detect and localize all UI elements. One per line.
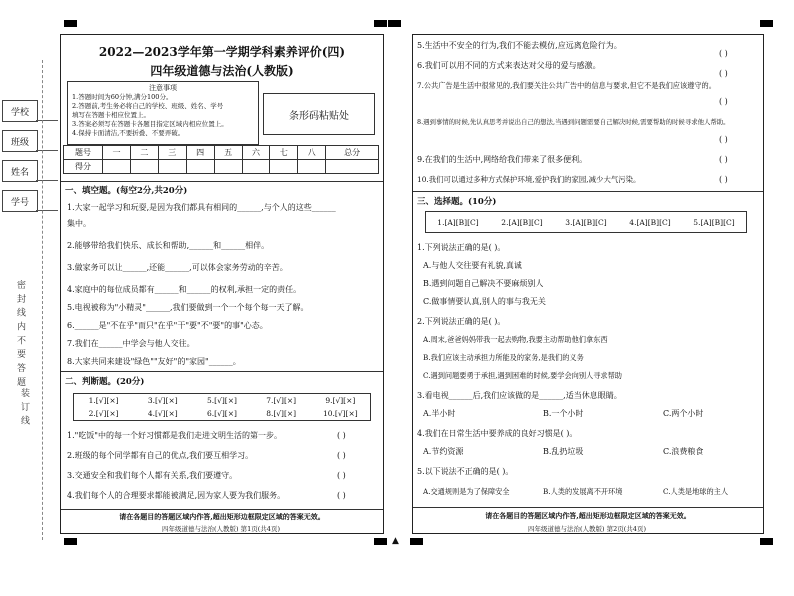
score-row-label: 得分 xyxy=(64,160,103,174)
divider xyxy=(61,181,383,182)
notice-line: 2.答题前,考生务必将自己的学校、班级、姓名、学号 xyxy=(72,102,224,110)
score-header: 一 xyxy=(103,146,131,160)
answer-paren[interactable]: ( ) xyxy=(719,97,728,106)
choice-question: 4.我们在日常生活中要养成的良好习惯是( )。 xyxy=(417,429,578,438)
score-header: 三 xyxy=(158,146,186,160)
judge-question: 3.交通安全和我们每个人都有关系,我们要遵守。 xyxy=(67,471,238,480)
fill-question: 1.大家一起学习和玩耍,是因为我们都具有相同的______,与个人的这些______ xyxy=(67,203,336,212)
section-choice-heading: 三、选择题。(10分) xyxy=(417,197,497,207)
score-cell[interactable] xyxy=(103,160,131,174)
registration-mark xyxy=(374,20,387,27)
name-label: 姓名 xyxy=(2,160,38,182)
registration-mark xyxy=(64,538,77,545)
registration-mark xyxy=(388,20,401,27)
choice-option: C.浪费粮食 xyxy=(663,447,704,456)
judge-question: 10.我们可以通过多种方式保护环境,爱护我们的家园,减少大气污染。 xyxy=(417,175,641,184)
divider xyxy=(61,509,383,510)
choice-answer-option[interactable]: 3.[A][B][C] xyxy=(565,217,607,227)
section-judge-heading: 二、判断题。(20分) xyxy=(65,377,145,387)
choice-option: C.做事情要认真,别人的事与我无关 xyxy=(423,297,546,306)
answer-paren[interactable]: ( ) xyxy=(719,155,728,164)
score-cell[interactable] xyxy=(326,160,379,174)
divider xyxy=(61,371,383,372)
registration-mark xyxy=(760,20,773,27)
judge-question: 7.公共广告是生活中很常见的,我们要关注公共广告中的信息与要求,但它不是我们应该遵守的。 xyxy=(417,81,716,90)
divider xyxy=(413,191,763,192)
binding-dashed-line xyxy=(42,60,43,540)
class-field[interactable] xyxy=(36,150,58,151)
school-field[interactable] xyxy=(36,120,58,121)
footer-warning: 请在各题目的答题区域内作答,超出矩形边框限定区域的答案无效。 xyxy=(119,512,325,521)
page-number: 四年级道德与法治(人教版) 第1页(共4页) xyxy=(162,525,280,533)
binding-line-text: 装 订 线 xyxy=(19,388,29,426)
choice-option: B.一个小时 xyxy=(543,409,584,418)
answer-paren[interactable]: ( ) xyxy=(719,49,728,58)
score-cell[interactable] xyxy=(298,160,326,174)
score-header: 七 xyxy=(270,146,298,160)
fill-question: 4.家庭中的每位成员都有______和______的权利,承担一定的责任。 xyxy=(67,285,302,294)
answer-paren[interactable]: ( ) xyxy=(719,135,728,144)
answer-paren[interactable]: ( ) xyxy=(337,491,346,500)
choice-option: C.两个小时 xyxy=(663,409,704,418)
answer-sheet-page-1 xyxy=(60,34,384,534)
student-id-label: 学号 xyxy=(2,190,38,212)
judge-question: 9.在我们的生活中,网络给我们带来了很多便利。 xyxy=(417,155,588,164)
score-cell[interactable] xyxy=(242,160,270,174)
judge-question: 5.生活中不安全的行为,我们不能去模仿,应远离危险行为。 xyxy=(417,41,622,50)
triangle-mark-icon: ▲ xyxy=(392,536,399,546)
judge-question: 6.我们可以用不同的方式来表达对父母的爱与感激。 xyxy=(417,61,601,70)
choice-option: A.周末,爸爸妈妈带我一起去购物,我要主动帮助他们拿东西 xyxy=(423,335,608,344)
answer-sheet-page-2 xyxy=(412,34,764,534)
judge-answer-option[interactable]: 2.[√][×] xyxy=(88,409,119,418)
notice-line: 1.答题时间为60分钟,满分100分。 xyxy=(72,93,173,101)
judge-answer-box xyxy=(73,393,371,421)
seal-line-text: 密 封 线 内 不 要 答 题 xyxy=(15,280,25,388)
registration-mark xyxy=(760,538,773,545)
judge-answer-option[interactable]: 1.[√][×] xyxy=(88,396,119,405)
judge-answer-option[interactable]: 4.[√][×] xyxy=(147,409,178,418)
score-header: 六 xyxy=(242,146,270,160)
fill-question: 8.大家共同来建设"绿色""友好"的"家园"______。 xyxy=(67,357,241,366)
choice-question: 5.以下说法不正确的是( )。 xyxy=(417,467,514,476)
choice-option: A.与他人交往要有礼貌,真诚 xyxy=(423,261,522,270)
judge-question: 8.遇到事情的时候,先认真思考并说出自己的想法,当遇到问题需要自己解决时候,需要帮助的时候寻求他人帮助。 xyxy=(417,118,730,126)
choice-option: A.交通规则是为了保障安全 xyxy=(423,487,510,496)
choice-answer-option[interactable]: 2.[A][B][C] xyxy=(501,217,543,227)
score-cell[interactable] xyxy=(186,160,214,174)
school-label: 学校 xyxy=(2,100,38,122)
choice-answer-option[interactable]: 1.[A][B][C] xyxy=(437,217,479,227)
answer-paren[interactable]: ( ) xyxy=(719,175,728,184)
choice-option: B.人类的发展离不开环境 xyxy=(543,487,623,496)
choice-question: 1.下列说法正确的是( )。 xyxy=(417,243,506,252)
fill-question: 集中。 xyxy=(67,219,91,228)
notice-line: 3.答案必须写在答题卡各题目指定区域内相应位置上。 xyxy=(72,120,228,128)
judge-answer-option[interactable]: 8.[√][×] xyxy=(266,409,297,418)
fill-question: 5.电视被称为"小精灵"______,我们要做到一个一个每个每一天了解。 xyxy=(67,303,309,312)
judge-answer-option[interactable]: 6.[√][×] xyxy=(207,409,237,418)
class-label: 班级 xyxy=(2,130,38,152)
score-header: 四 xyxy=(186,146,214,160)
judge-answer-option[interactable]: 9.[√][×] xyxy=(325,396,356,405)
answer-paren[interactable]: ( ) xyxy=(337,431,346,440)
registration-mark xyxy=(410,538,423,545)
score-header: 总分 xyxy=(326,146,379,160)
judge-question: 2.班级的每个同学都有自己的优点,我们要互相学习。 xyxy=(67,451,254,460)
name-field[interactable] xyxy=(36,180,58,181)
section-fill-heading: 一、填空题。(每空2分,共20分) xyxy=(65,186,188,196)
notice-line: 4.保持卡面清洁,不要折叠、不要弄破。 xyxy=(72,129,185,137)
choice-answer-option[interactable]: 4.[A][B][C] xyxy=(629,217,671,227)
judge-answer-option[interactable]: 10.[√][×] xyxy=(322,409,358,418)
choice-option: B.我们应该主动承担力所能及的家务,是我们的义务 xyxy=(423,353,584,362)
exam-title: 2022—2023学年第一学期学科素养评价(四) xyxy=(98,45,346,59)
barcode-area: 条形码粘贴处 xyxy=(263,93,375,135)
score-header: 八 xyxy=(298,146,326,160)
exam-subtitle: 四年级道德与法治(人教版) xyxy=(150,64,294,78)
score-cell[interactable] xyxy=(158,160,186,174)
choice-option: B.遇到问题自己解决不要麻烦别人 xyxy=(423,279,544,288)
score-cell[interactable] xyxy=(270,160,298,174)
choice-answer-option[interactable]: 5.[A][B][C] xyxy=(693,217,735,227)
judge-answer-option[interactable]: 7.[√][×] xyxy=(266,396,297,405)
choice-question: 3.看电视______后,我们应该做的是______,适当休息眼睛。 xyxy=(417,391,622,400)
fill-question: 7.我们在______中学会与他人交往。 xyxy=(67,339,195,348)
answer-paren[interactable]: ( ) xyxy=(337,471,346,480)
student-id-field[interactable] xyxy=(36,210,58,211)
page-number: 四年级道德与法治(人教版) 第2页(共4页) xyxy=(528,525,646,533)
fill-question: 3.做家务可以让______,还能______,可以体会家务劳动的辛苦。 xyxy=(67,263,288,272)
score-header: 二 xyxy=(130,146,158,160)
choice-option: A.节约资源 xyxy=(423,447,464,456)
choice-option: A.半小时 xyxy=(423,409,456,418)
notice-box xyxy=(67,81,259,145)
answer-paren[interactable]: ( ) xyxy=(719,69,728,78)
registration-mark xyxy=(374,538,387,545)
answer-paren[interactable]: ( ) xyxy=(337,451,346,460)
score-cell[interactable] xyxy=(130,160,158,174)
choice-answer-box xyxy=(425,211,747,233)
choice-option: C.遇到问题要勇于承担,遇到困难的时候,要学会向别人寻求帮助 xyxy=(423,371,622,380)
score-table xyxy=(63,145,379,174)
footer-warning: 请在各题目的答题区域内作答,超出矩形边框限定区域的答案无效。 xyxy=(485,511,691,520)
judge-question: 4.我们每个人的合理要求都能被满足,因为家人要为我们服务。 xyxy=(67,491,286,500)
score-header: 五 xyxy=(214,146,242,160)
notice-line: 填写在答题卡相应位置上。 xyxy=(72,111,150,119)
judge-question: 1."吃饭"中的每一个好习惯都是我们走进文明生活的第一步。 xyxy=(67,431,282,440)
score-header: 题号 xyxy=(64,146,103,160)
fill-question: 2.能够带给我们快乐、成长和帮助,______和______相伴。 xyxy=(67,241,270,250)
choice-option: B.乱扔垃圾 xyxy=(543,447,584,456)
divider xyxy=(413,507,763,508)
choice-option: C.人类是地球的主人 xyxy=(663,487,729,496)
score-cell[interactable] xyxy=(214,160,242,174)
judge-answer-option[interactable]: 5.[√][×] xyxy=(207,396,237,405)
fill-question: 6.______是"不在乎"而只"在乎"干"要"不"要"的事"心态。 xyxy=(67,321,268,330)
choice-question: 2.下列说法正确的是( )。 xyxy=(417,317,506,326)
judge-answer-option[interactable]: 3.[√][×] xyxy=(147,396,178,405)
registration-mark xyxy=(64,20,77,27)
notice-title: 注意事项 xyxy=(149,84,177,92)
binding-sidebar xyxy=(0,18,60,578)
